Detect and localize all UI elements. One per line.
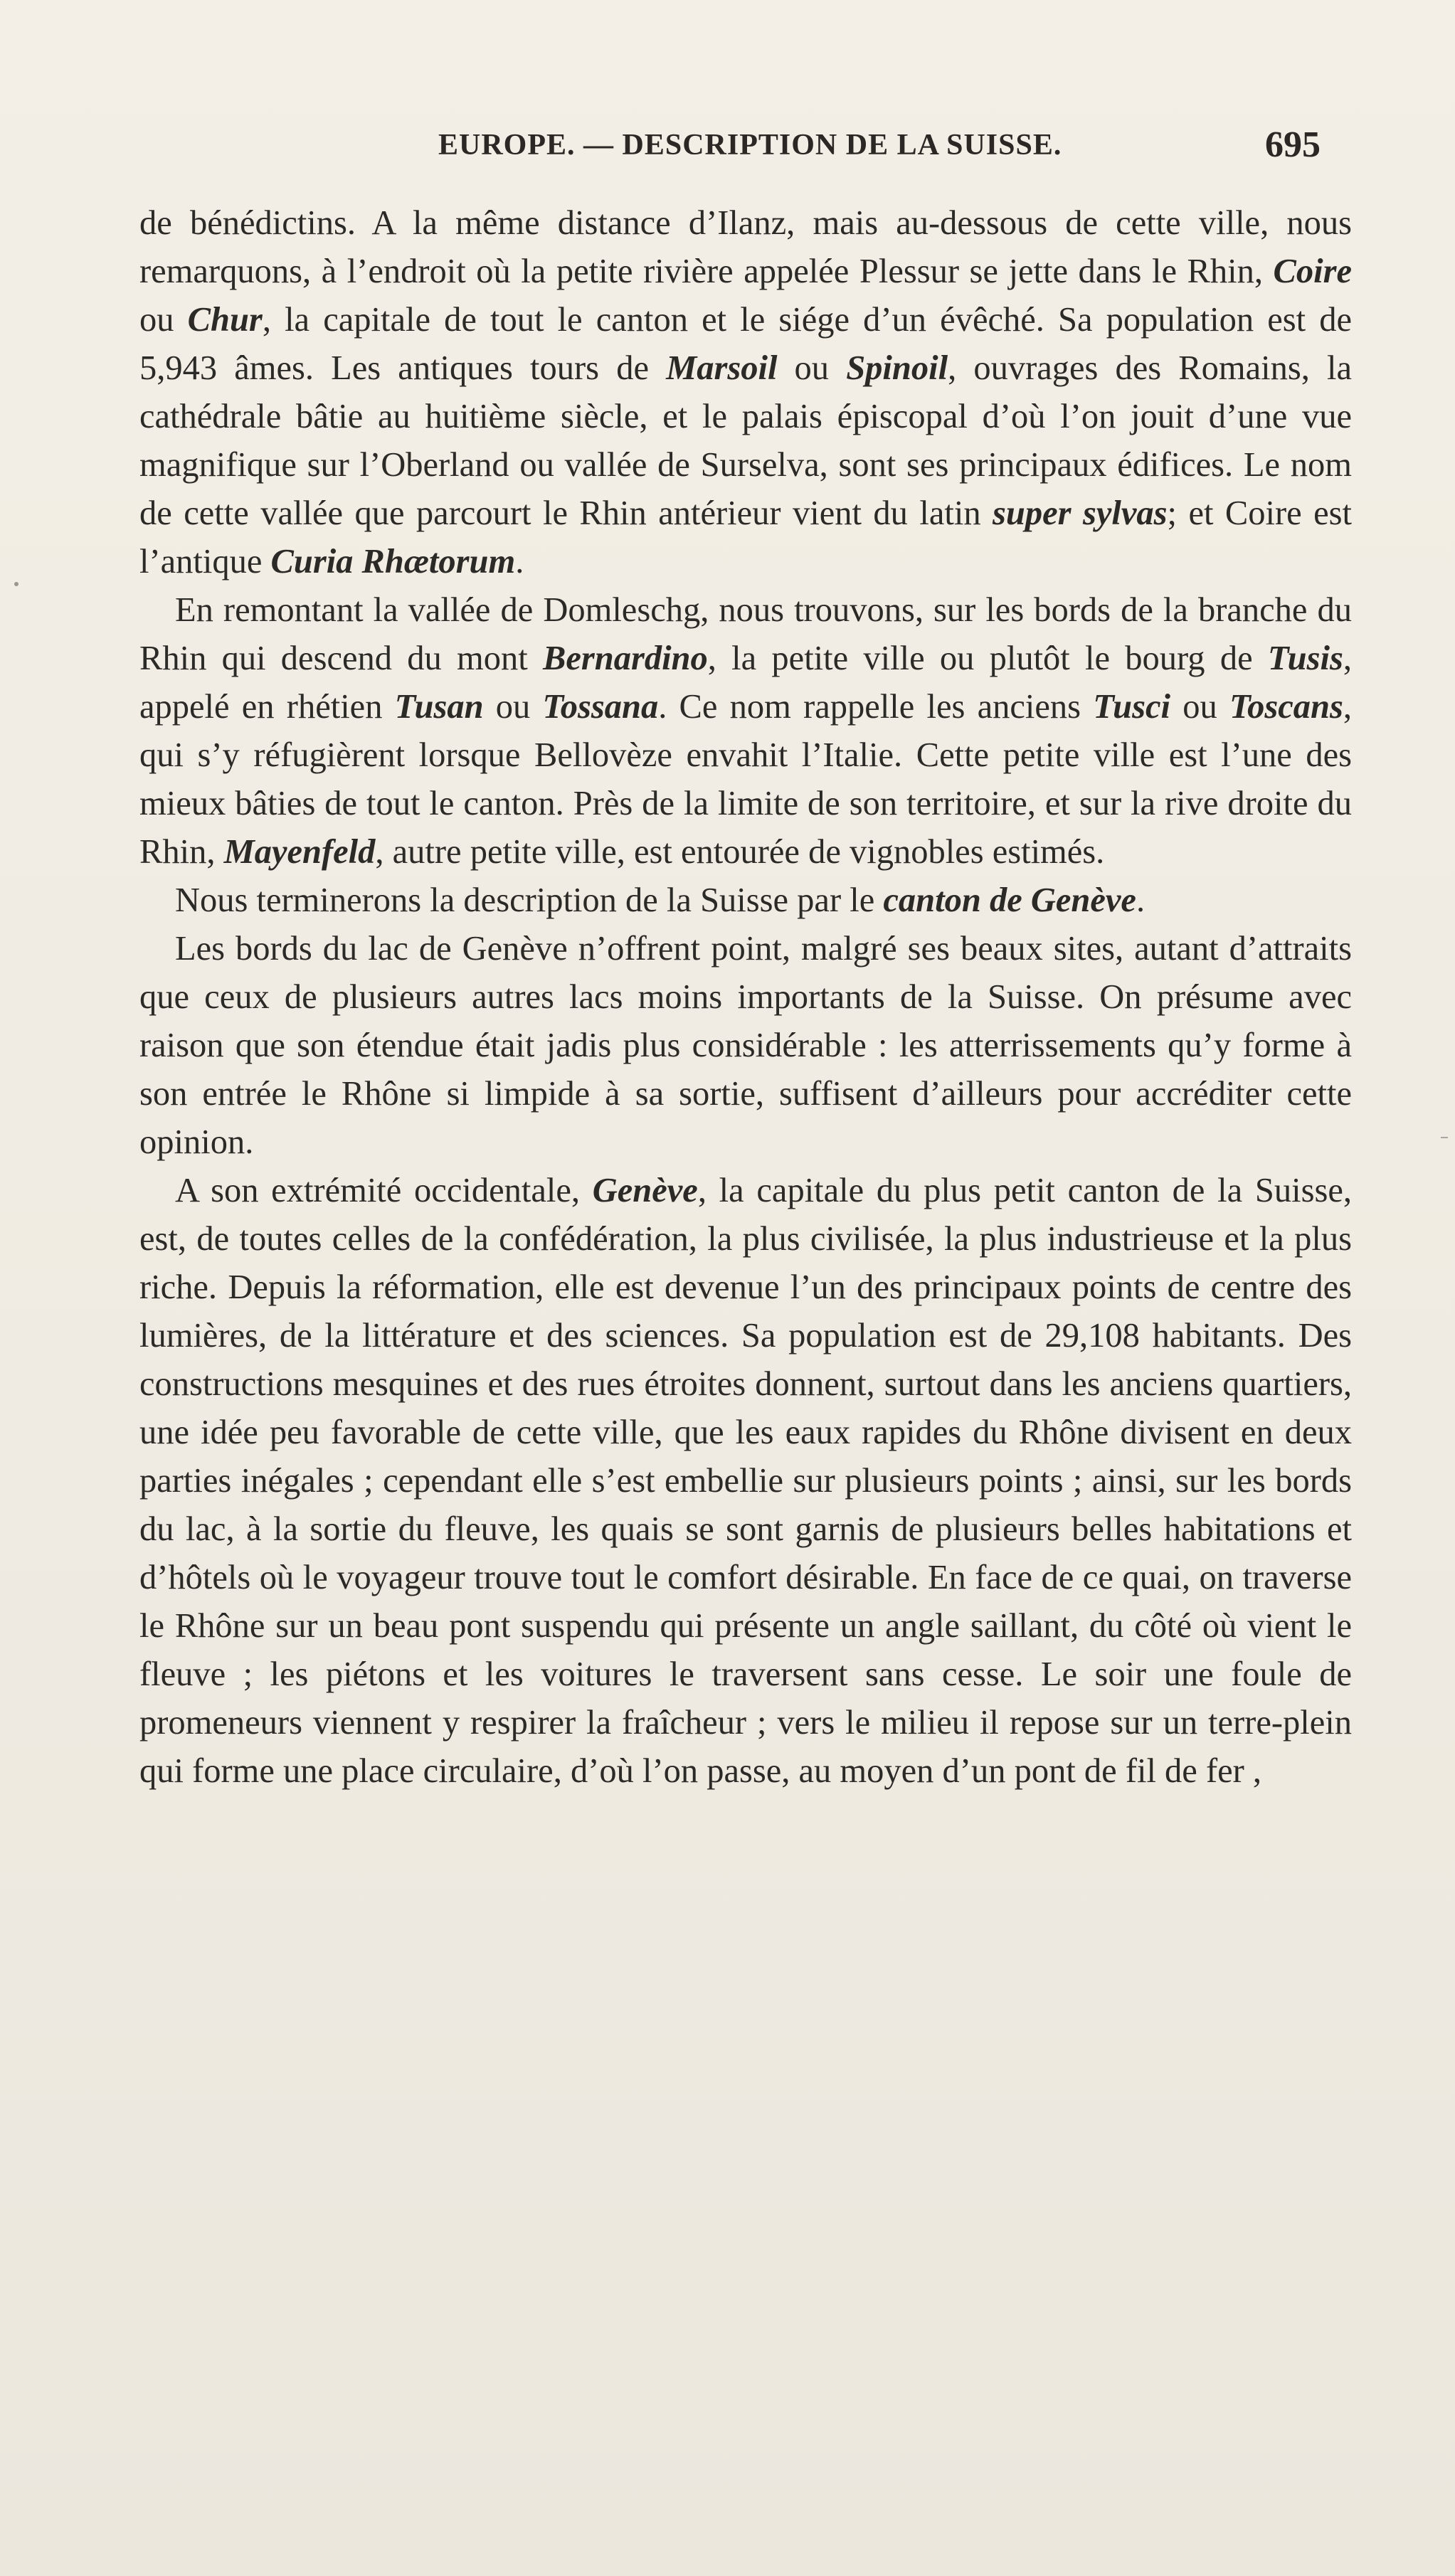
italic-term: Mayenfeld (223, 833, 376, 871)
text-run: , autre petite ville, est entourée de vignobles estimés. (375, 833, 1105, 871)
text-run: ou (483, 688, 543, 726)
text-run: ; et Coire est l’antique (139, 494, 1353, 581)
text-run: . (515, 543, 524, 581)
paragraph (139, 586, 1352, 876)
margin-speck (14, 582, 18, 586)
italic-term: Spinoil (846, 349, 948, 387)
italic-term: Chur (187, 301, 263, 339)
italic-term: Curia Rhætorum (270, 543, 516, 581)
running-title: EUROPE. — DESCRIPTION DE LA SUISSE. (438, 129, 1062, 161)
text-run: Les bords du lac de Genève n’offrent point, malgré ses beaux sites, autant d’attraits que ceux de plusieurs autres lacs moins importants de la Suisse. On présume avec raison que son étendue était jadis plus considérable : les atterrissements qu’y forme à son entrée le Rhône si limpide à sa sortie, suffisent d’ailleurs pour accréditer cette opinion. (139, 930, 1352, 1161)
italic-term: canton de Genève (883, 881, 1136, 919)
paragraph (139, 1167, 1352, 1796)
italic-term: Tossana (542, 688, 659, 726)
paragraph (139, 925, 1352, 1167)
text-run: , la petite ville ou plutôt le bourg de (707, 640, 1268, 677)
text-run: , appelé en rhétien (139, 640, 1353, 726)
text-run: En remontant la vallée de Domleschg, nous trouvons, sur les bords de la branche du Rhin qui descend du mont (139, 591, 1352, 677)
italic-term: super sylvas (993, 494, 1168, 532)
text-run: . (1136, 881, 1146, 919)
text-run: ou (1170, 688, 1229, 726)
text-run: , la capitale de tout le canton et le siége d’un évêché. Sa population est de 5,943 âmes. Les antiques tours de (139, 301, 1353, 387)
paragraph (139, 876, 1352, 925)
italic-term: Tusan (394, 688, 484, 726)
paragraph (139, 199, 1352, 586)
italic-term: Bernardino (542, 640, 708, 677)
italic-term: Tusis (1267, 640, 1343, 677)
margin-tick (1441, 1137, 1448, 1138)
page-header (139, 124, 1321, 178)
text-run: A son extrémité occidentale, (175, 1172, 593, 1209)
text-run: ou (777, 349, 847, 387)
italic-term: Genève (592, 1172, 698, 1209)
italic-term: Coire (1273, 253, 1352, 290)
italic-term: Tusci (1093, 688, 1170, 726)
text-run: , ouvrages des Romains, la cathédrale bâtie au huitième siècle, et le palais épiscopal d’où l’on jouit d’une vue magnifique sur l’Oberland ou vallée de Surselva, sont ses principaux édifices. Le nom de cette vallée que parcourt le Rhin antérieur vient du latin (139, 349, 1352, 532)
italic-term: Toscans (1229, 688, 1343, 726)
text-run: . Ce nom rappelle les anciens (658, 688, 1094, 726)
text-run: , la capitale du plus petit canton de la Suisse, est, de toutes celles de la confédération, la plus civilisée, la plus industrieuse et la plus riche. Depuis la réformation, elle est devenue l’un des principaux points de centre des lumières, de la littérature et des sciences. Sa population est de 29,108 habitants. Des constructions mesquines et des rues étroites donnent, surtout dans les anciens quartiers, une idée peu favorable de cette ville, que les eaux rapides du Rhône divisent en deux parties inégales ; cependant elle s’est embellie sur plusieurs points ; ainsi, sur les bords du lac, à la sortie du fleuve, les quais se sont garnis de plusieurs belles habitations et d’hôtels où le voyageur trouve tout le comfort désirable. En face de ce quai, on traverse le Rhône sur un beau pont suspendu qui présente un angle saillant, du côté où vient le fleuve ; les piétons et les voitures le traversent sans cesse. Le soir une foule de promeneurs viennent y respirer la fraîcheur ; vers le milieu il repose sur un terre-plein qui forme une place circulaire, d’où l’on passe, au moyen d’un pont de fil de fer , (139, 1172, 1352, 1790)
text-run: Nous terminerons la description de la Suisse par le (175, 881, 884, 919)
italic-term: Marsoil (666, 349, 778, 387)
text-run: ou (139, 301, 188, 339)
text-run: , qui s’y réfugièrent lorsque Bellovèze envahit l’Italie. Cette petite ville est l’une des mieux bâties de tout le canton. Près de la limite de son territoire, et sur la rive droite du Rhin, (139, 688, 1353, 871)
body-text (139, 199, 1352, 1796)
page-number: 695 (1265, 124, 1321, 165)
text-run: de bénédictins. A la même distance d’Ilanz, mais au-dessous de cette ville, nous remarquons, à l’endroit où la petite rivière appelée Plessur se jette dans le Rhin, (139, 204, 1352, 290)
